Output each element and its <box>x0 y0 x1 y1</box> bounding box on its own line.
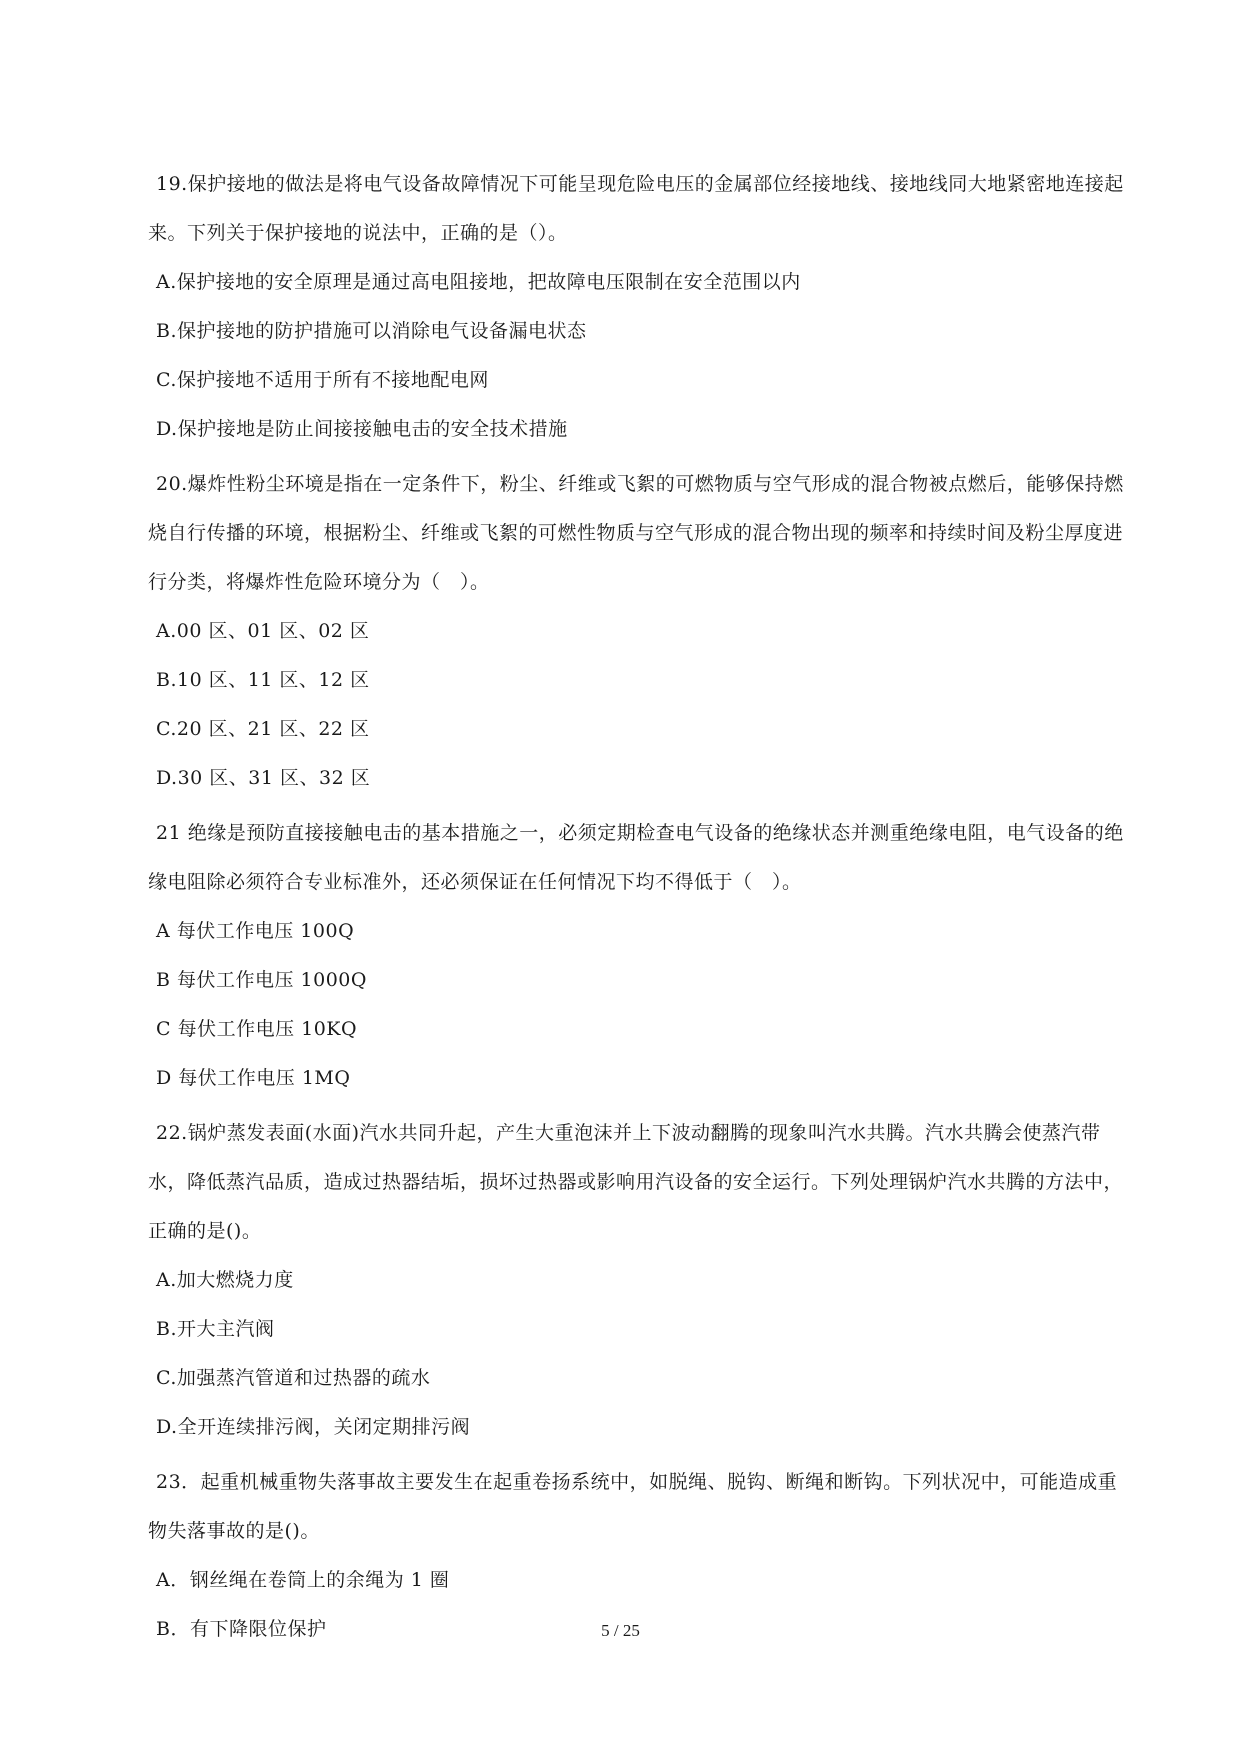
question-option: A 每伏工作电压 100Q <box>156 920 355 942</box>
question-stem: 20.爆炸性粉尘环境是指在一定条件下，粉尘、纤维或飞絮的可燃物质与空气形成的混合物被点燃后，能够保持燃烧自行传播的环境，根据粉尘、纤维或飞絮的可燃性物质与空气形成的混合物出现的频率和持续时间及粉尘厚度进行分类，将爆炸性危险环境分为（ ）。 <box>148 473 1124 593</box>
question-option: B.10 区、11 区、12 区 <box>156 669 370 691</box>
question-option: B 每伏工作电压 1000Q <box>156 969 367 991</box>
question-option: A.保护接地的安全原理是通过高电阻接地，把故障电压限制在安全范围以内 <box>156 271 801 293</box>
question-option: D.全开连续排污阀，关闭定期排污阀 <box>156 1416 471 1438</box>
question-option: D.30 区、31 区、32 区 <box>156 767 371 789</box>
question-option: D 每伏工作电压 1MQ <box>156 1067 351 1089</box>
page-number: 5 / 25 <box>601 1621 640 1640</box>
question-22 <box>148 1109 1128 1452</box>
question-option: A.加大燃烧力度 <box>156 1269 294 1291</box>
question-stem: 23．起重机械重物失落事故主要发生在起重卷扬系统中，如脱绳、脱钩、断绳和断钩。下列状况中，可能造成重物失落事故的是()。 <box>148 1471 1118 1542</box>
document-content <box>148 160 1128 1660</box>
question-21 <box>148 809 1128 1103</box>
question-19 <box>148 160 1128 454</box>
question-option: C 每伏工作电压 10KQ <box>156 1018 358 1040</box>
question-stem: 21 绝缘是预防直接接触电击的基本措施之一，必须定期检查电气设备的绝缘状态并测重绝缘电阻，电气设备的绝缘电阻除必须符合专业标准外，还必须保证在任何情况下均不得低于（ ）。 <box>148 822 1124 893</box>
question-option: C.保护接地不适用于所有不接地配电网 <box>156 369 489 391</box>
question-option: B．有下降限位保护 <box>156 1618 327 1640</box>
question-option: A．钢丝绳在卷筒上的余绳为 1 圈 <box>156 1569 450 1591</box>
question-option: C.加强蒸汽管道和过热器的疏水 <box>156 1367 431 1389</box>
question-option: D.保护接地是防止间接接触电击的安全技术措施 <box>156 418 568 440</box>
question-stem: 19.保护接地的做法是将电气设备故障情况下可能呈现危险电压的金属部位经接地线、接地线同大地紧密地连接起来。下列关于保护接地的说法中，正确的是（）。 <box>148 173 1124 244</box>
question-option: C.20 区、21 区、22 区 <box>156 718 370 740</box>
question-option: A.00 区、01 区、02 区 <box>156 620 370 642</box>
question-option: B.开大主汽阀 <box>156 1318 275 1340</box>
question-option: B.保护接地的防护措施可以消除电气设备漏电状态 <box>156 320 587 342</box>
question-stem: 22.锅炉蒸发表面(水面)汽水共同升起，产生大重泡沫并上下波动翻腾的现象叫汽水共腾。汽水共腾会使蒸汽带水，降低蒸汽品质，造成过热器结垢，损坏过热器或影响用汽设备的安全运行。下列处理锅炉汽水共腾的方法中，正确的是()。 <box>148 1122 1124 1242</box>
question-20 <box>148 460 1128 803</box>
